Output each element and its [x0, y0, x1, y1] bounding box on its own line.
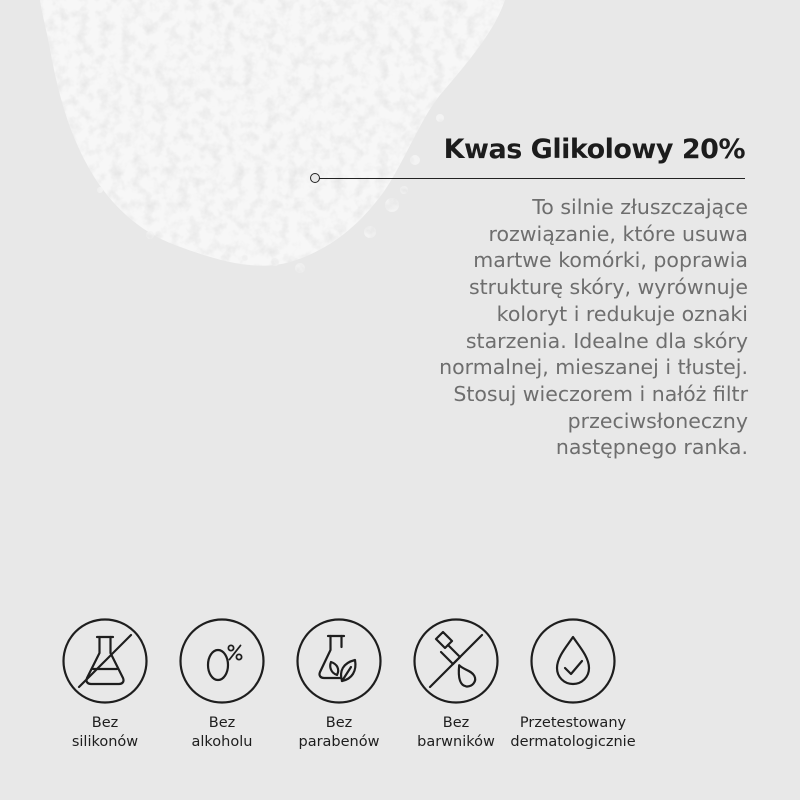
- description-line: przeciwsłoneczny: [567, 408, 748, 433]
- feature-dermatologically-tested: [508, 617, 638, 752]
- description-line: martwe komórki, poprawia: [473, 248, 748, 273]
- description-line: koloryt i redukuje oznaki: [496, 301, 748, 326]
- feature-no-alcohol: [157, 617, 287, 752]
- feature-label: [299, 714, 380, 752]
- feature-no-parabens: [274, 617, 404, 752]
- feature-label-line: parabenów: [298, 734, 380, 750]
- feature-label: [72, 714, 138, 752]
- feature-label: [510, 714, 635, 752]
- feature-no-silicones: [40, 617, 170, 752]
- description-line: Stosuj wieczorem i nałóż filtr: [453, 381, 748, 406]
- feature-label: [192, 714, 253, 752]
- flask-crossed-icon: [61, 617, 149, 705]
- feature-label-line: Przetestowany: [519, 715, 627, 731]
- feature-label-line: silikonów: [71, 734, 139, 750]
- dropper-crossed-icon: [412, 617, 500, 705]
- drop-check-icon: [529, 617, 617, 705]
- feature-label-line: dermatologicznie: [510, 734, 636, 750]
- feature-label: [417, 714, 495, 752]
- description-line: rozwiązanie, które usuwa: [488, 221, 748, 246]
- product-title: Kwas Glikolowy 20%: [443, 134, 745, 165]
- jar-leaf-icon: [295, 617, 383, 705]
- feature-label-line: Bez: [325, 715, 353, 731]
- feature-no-colorants: [391, 617, 521, 752]
- features-row: [40, 617, 660, 767]
- feature-label-line: Bez: [442, 715, 470, 731]
- feature-label-line: Bez: [91, 715, 119, 731]
- title-rule: [319, 178, 745, 179]
- feature-label-line: barwników: [417, 734, 495, 750]
- description-line: następnego ranka.: [555, 435, 748, 460]
- feature-label-line: alkoholu: [191, 734, 253, 750]
- feature-label-line: Bez: [208, 715, 236, 731]
- product-description: [368, 194, 748, 461]
- description-line: starzenia. Idealne dla skóry: [465, 328, 748, 353]
- description-line: normalnej, mieszanej i tłustej.: [439, 355, 748, 380]
- zero-percent-icon: [178, 617, 266, 705]
- description-line: To silnie złuszczające: [532, 195, 748, 219]
- description-line: strukturę skóry, wyrównuje: [468, 275, 748, 300]
